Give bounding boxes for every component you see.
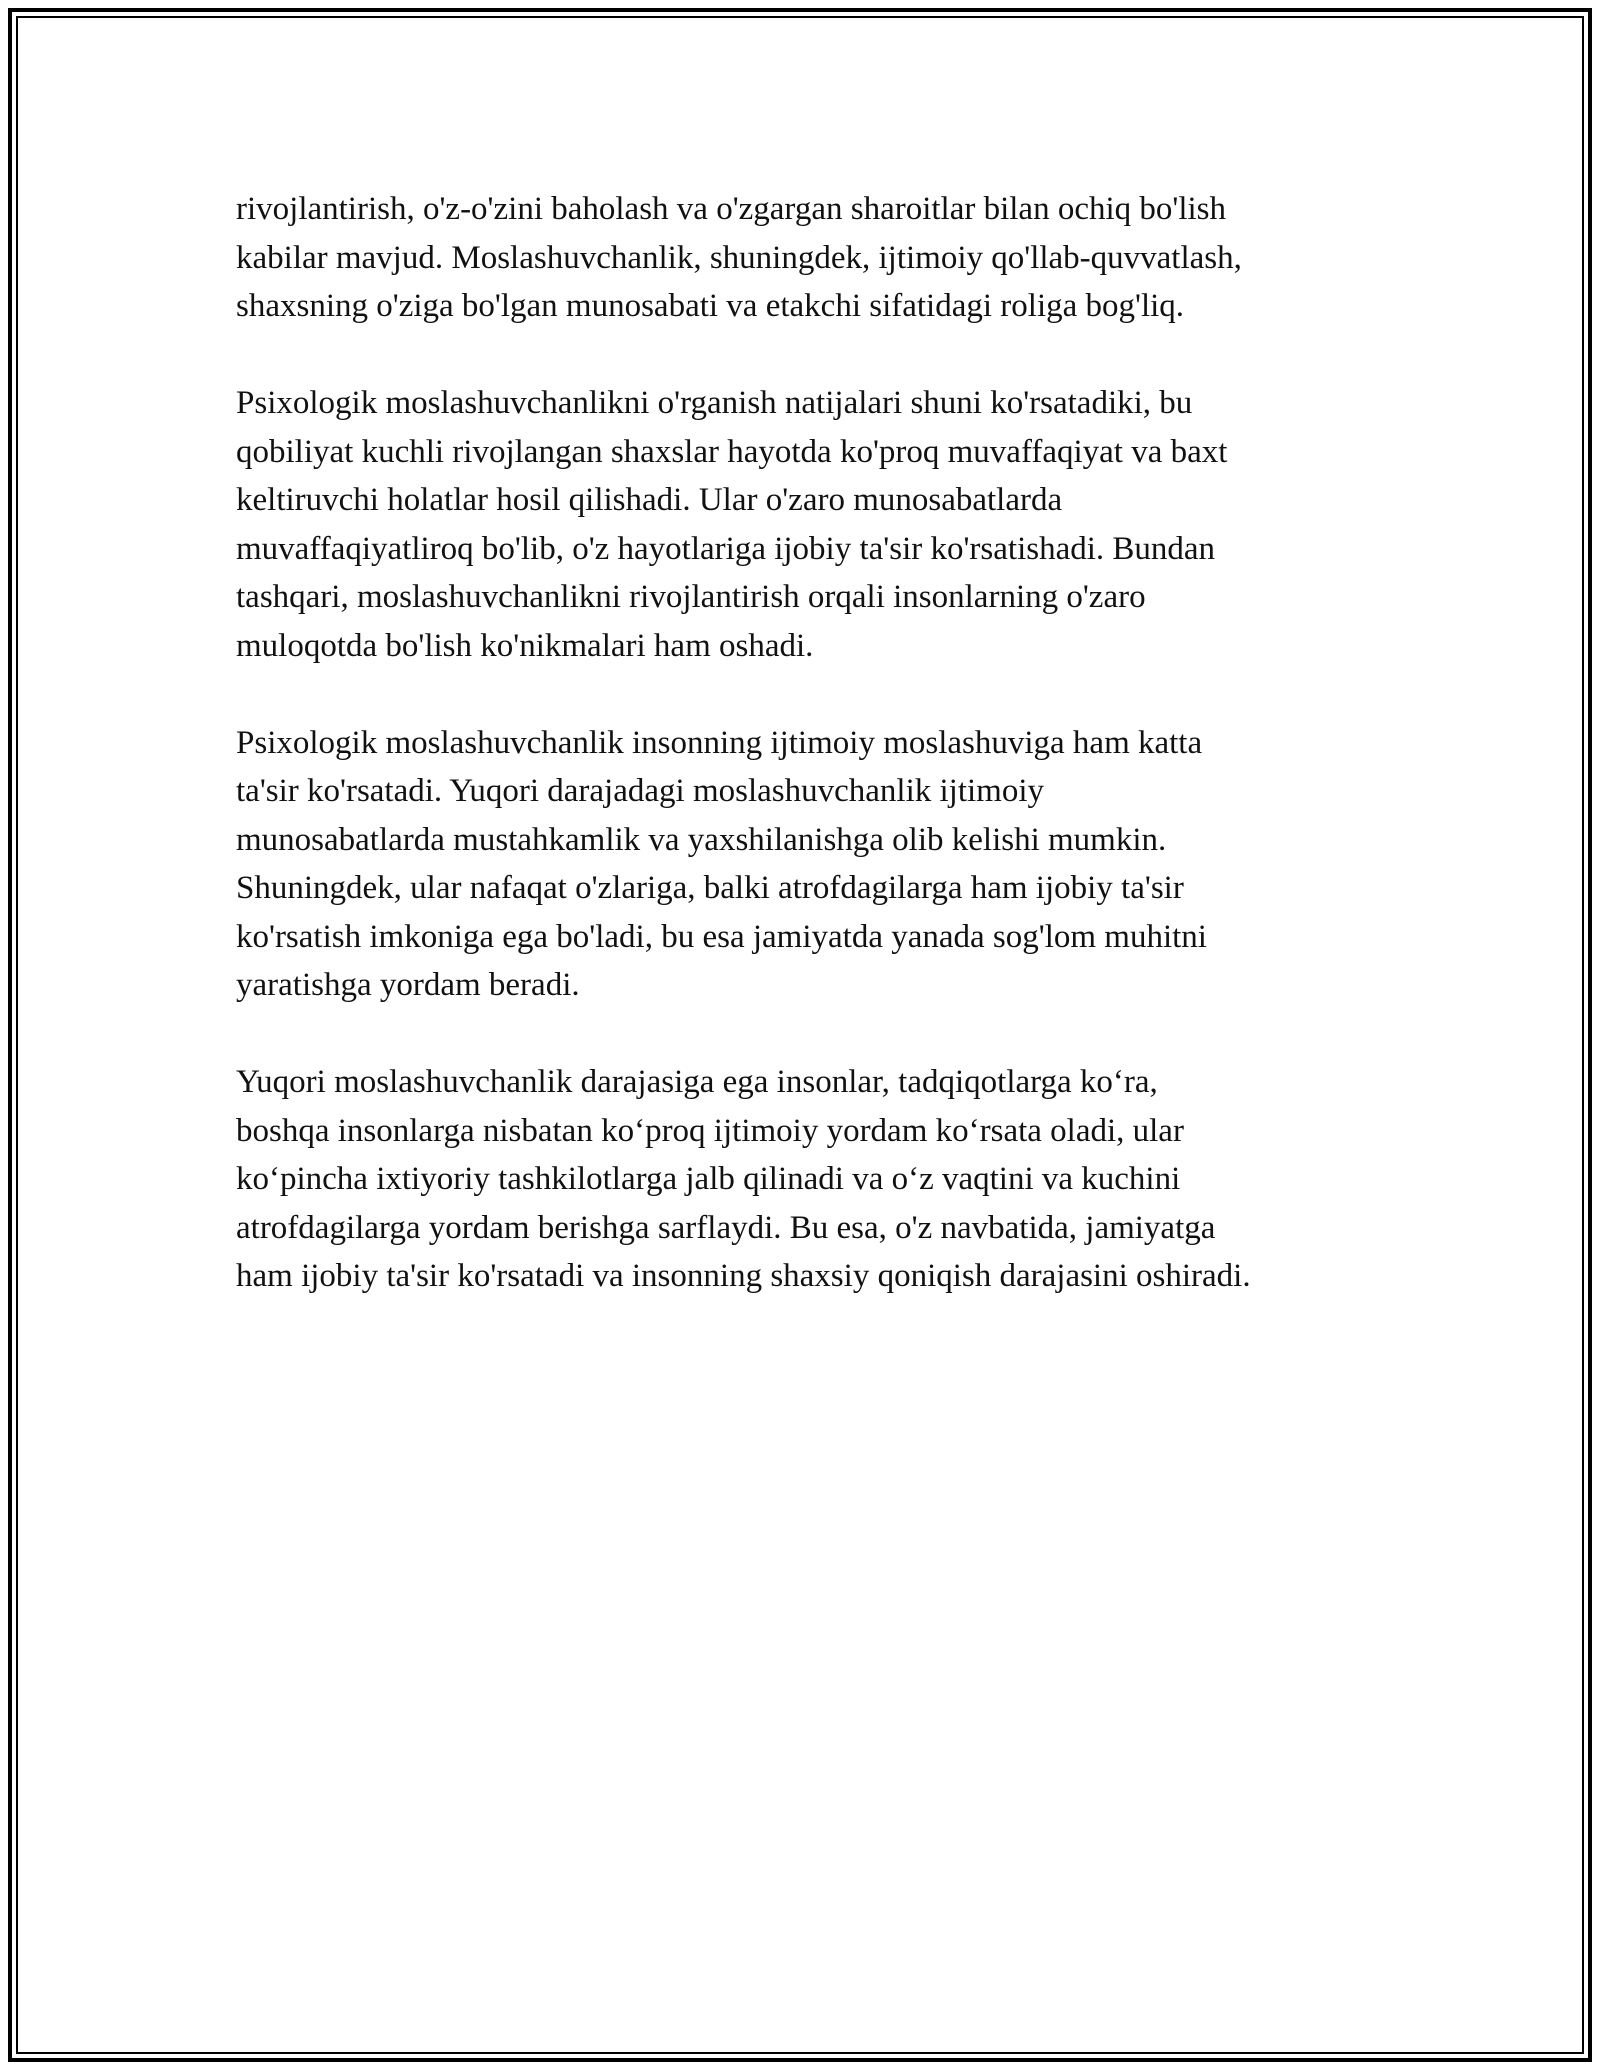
- text-line: ta'sir ko'rsatadi. Yuqori darajadagi moslashuvchanlik ijtimoiy: [236, 773, 1045, 809]
- paragraph-1: [236, 185, 1416, 331]
- text-line: atrofdagilarga yordam berishga sarflaydi. Bu esa, o'z navbatida, jamiyatga: [236, 1209, 1216, 1246]
- text-line: yaratishga yordam beradi.: [236, 967, 580, 1003]
- text-line: Yuqori moslashuvchanlik darajasiga ega insonlar, tadqiqotlarga ko‘ra,: [236, 1064, 1158, 1100]
- paragraph-4: [236, 1058, 1416, 1301]
- text-line: munosabatlarda mustahkamlik va yaxshilanishga olib kelishi mumkin.: [236, 821, 1167, 858]
- text-line: ko'rsatish imkoniga ega bo'ladi, bu esa jamiyatda yanada sog'lom muhitni: [236, 918, 1207, 955]
- text-line: tashqari, moslashuvchanlikni rivojlantirish orqali insonlarning o'zaro: [236, 579, 1146, 615]
- text-line: shaxsning o'ziga bo'lgan munosabati va etakchi sifatidagi roliga bog'liq.: [236, 288, 1185, 324]
- text-line: kabilar mavjud. Moslashuvchanlik, shuningdek, ijtimoiy qo'llab-quvvatlash,: [236, 239, 1242, 276]
- text-line: boshqa insonlarga nisbatan ko‘proq ijtimoiy yordam ko‘rsata oladi, ular: [236, 1112, 1184, 1149]
- text-line: ko‘pincha ixtiyoriy tashkilotlarga jalb qilinadi va o‘z vaqtini va kuchini: [236, 1161, 1181, 1197]
- text-line: rivojlantirish, o'z-o'zini baholash va o'zgargan sharoitlar bilan ochiq bo'lish: [236, 191, 1227, 227]
- text-line: Psixologik moslashuvchanlik insonning ijtimoiy moslashuviga ham katta: [236, 724, 1203, 761]
- text-line: Shuningdek, ular nafaqat o'zlariga, balki atrofdagilarga ham ijobiy ta'sir: [236, 870, 1184, 906]
- paragraph-2: [236, 379, 1416, 670]
- text-line: qobiliyat kuchli rivojlangan shaxslar hayotda ko'proq muvaffaqiyat va baxt: [236, 433, 1228, 470]
- text-line: muvaffaqiyatliroq bo'lib, o'z hayotlariga ijobiy ta'sir ko'rsatishadi. Bundan: [236, 530, 1216, 567]
- document-body: [236, 185, 1416, 1349]
- text-line: muloqotda bo'lish ko'nikmalari ham oshadi.: [236, 627, 814, 664]
- text-line: Psixologik moslashuvchanlikni o'rganish natijalari shuni ko'rsatadiki, bu: [236, 385, 1193, 421]
- text-line: ham ijobiy ta'sir ko'rsatadi va insonning shaxsiy qoniqish darajasini oshiradi.: [236, 1258, 1251, 1294]
- paragraph-3: [236, 719, 1416, 1010]
- text-line: keltiruvchi holatlar hosil qilishadi. Ular o'zaro munosabatlarda: [236, 482, 1063, 518]
